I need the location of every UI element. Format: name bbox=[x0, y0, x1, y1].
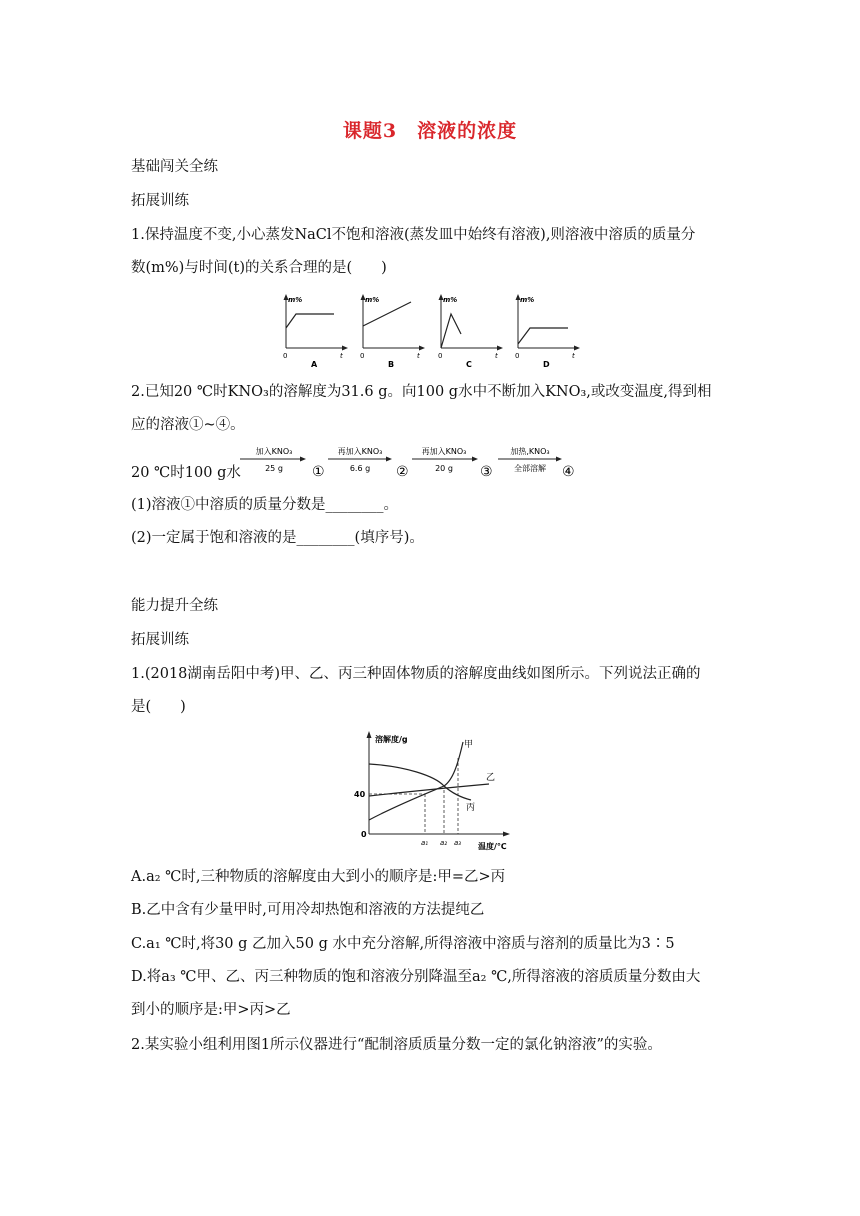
curve-jia bbox=[369, 742, 463, 820]
chart-a-origin: 0 bbox=[283, 352, 288, 360]
step3-bottom: 20 g bbox=[435, 464, 453, 473]
label-bing: 丙 bbox=[466, 803, 476, 813]
chart-b-label: B bbox=[388, 360, 395, 369]
tick-a3: a₃ bbox=[454, 839, 462, 847]
chart-d-origin: 0 bbox=[515, 352, 520, 360]
step3-top: 再加入KNO₃ bbox=[421, 447, 467, 456]
step4-bottom: 全部溶解 bbox=[514, 464, 546, 473]
q1-option-charts bbox=[278, 290, 588, 370]
option-a: A.a₂ ℃时,三种物质的溶解度由大到小的顺序是:甲=乙>丙 bbox=[131, 869, 506, 885]
chart-c-origin: 0 bbox=[438, 352, 443, 360]
step1-top: 加入KNO₃ bbox=[255, 447, 293, 456]
solution-2: ② bbox=[396, 464, 409, 480]
option-d-line1: D.将a₃ ℃甲、乙、丙三种物质的饱和溶液分别降温至a₂ ℃,所得溶液的溶质质量分数由大 bbox=[131, 969, 701, 985]
s2q1-text-line1: 1.(2018湖南岳阳中考)甲、乙、丙三种固体物质的溶解度曲线如图所示。下列说法正确的 bbox=[131, 666, 701, 682]
tick-a2: a₂ bbox=[440, 839, 448, 847]
chart-b bbox=[360, 294, 425, 369]
q1-text-line1: 1.保持温度不变,小心蒸发NaCl不饱和溶液(蒸发皿中始终有溶液),则溶液中溶质的质量分 bbox=[131, 227, 696, 243]
q2-scheme-start: 20 ℃时100 g水 bbox=[131, 465, 241, 481]
q2-text-line1: 2.已知20 ℃时KNO₃的溶解度为31.6 g。向100 g水中不断加入KNO₃,或改变温度,得到相 bbox=[131, 384, 712, 400]
label-yi: 乙 bbox=[486, 773, 496, 783]
chart-d-label: D bbox=[543, 360, 550, 369]
chart-a-xlabel: t bbox=[340, 352, 343, 360]
q1-text-line2: 数(m%)与时间(t)的关系合理的是( ) bbox=[131, 260, 387, 276]
y-tick-40: 40 bbox=[354, 790, 366, 799]
page-title: 课题3 溶液的浓度 bbox=[342, 120, 518, 142]
section2-heading: 能力提升全练 bbox=[131, 598, 218, 614]
chart-c bbox=[438, 294, 503, 369]
q2-text-line2: 应的溶液①~④。 bbox=[131, 417, 245, 433]
chart-b-origin: 0 bbox=[360, 352, 365, 360]
step1-bottom: 25 g bbox=[265, 464, 283, 473]
scheme-step-3 bbox=[412, 446, 493, 480]
chart-a-ylabel: m% bbox=[288, 296, 303, 304]
step2-top: 再加入KNO₃ bbox=[337, 447, 383, 456]
chart-d-ylabel: m% bbox=[520, 296, 535, 304]
q2-part2: (2)一定属于饱和溶液的是________(填序号)。 bbox=[131, 530, 424, 546]
chart-d-xlabel: t bbox=[572, 352, 575, 360]
chart-c-label: C bbox=[466, 360, 472, 369]
step4-top: 加热,KNO₃ bbox=[510, 447, 550, 456]
curve-yi bbox=[369, 784, 489, 796]
chart-c-ylabel: m% bbox=[443, 296, 458, 304]
chart-b-xlabel: t bbox=[417, 352, 420, 360]
step2-bottom: 6.6 g bbox=[349, 464, 371, 473]
s2q1-text-line2: 是( ) bbox=[131, 699, 186, 715]
section1-heading: 基础闯关全练 bbox=[131, 159, 218, 175]
label-jia: 甲 bbox=[464, 740, 474, 750]
y-axis-label: 溶解度/g bbox=[375, 735, 408, 744]
solution-3: ③ bbox=[480, 464, 493, 480]
scheme-step-1 bbox=[240, 446, 325, 480]
chart-d bbox=[515, 294, 580, 369]
section1-subheading: 拓展训练 bbox=[131, 193, 189, 209]
tick-a1: a₁ bbox=[421, 839, 429, 847]
scheme-step-4 bbox=[498, 446, 575, 480]
q2-part1: (1)溶液①中溶质的质量分数是________。 bbox=[131, 497, 399, 513]
chart-a bbox=[283, 294, 348, 369]
option-d-line2: 到小的顺序是:甲>丙>乙 bbox=[131, 1002, 291, 1018]
x-axis-label: 温度/℃ bbox=[478, 842, 507, 851]
chart-c-xlabel: t bbox=[495, 352, 498, 360]
origin-label: 0 bbox=[361, 830, 367, 839]
s2q2-text-line1: 2.某实验小组利用图1所示仪器进行“配制溶质质量分数一定的氯化钠溶液”的实验。 bbox=[131, 1037, 662, 1053]
solution-1: ① bbox=[312, 464, 325, 480]
scheme-step-2 bbox=[328, 446, 409, 480]
option-b: B.乙中含有少量甲时,可用冷却热饱和溶液的方法提纯乙 bbox=[131, 902, 485, 918]
option-c: C.a₁ ℃时,将30 g 乙加入50 g 水中充分溶解,所得溶液中溶质与溶剂的质量比为3∶5 bbox=[131, 936, 675, 952]
q2-scheme bbox=[240, 443, 580, 485]
chart-a-label: A bbox=[311, 360, 318, 369]
section2-subheading: 拓展训练 bbox=[131, 632, 189, 648]
solubility-chart bbox=[345, 728, 515, 852]
chart-b-ylabel: m% bbox=[365, 296, 380, 304]
solution-4: ④ bbox=[562, 464, 575, 480]
